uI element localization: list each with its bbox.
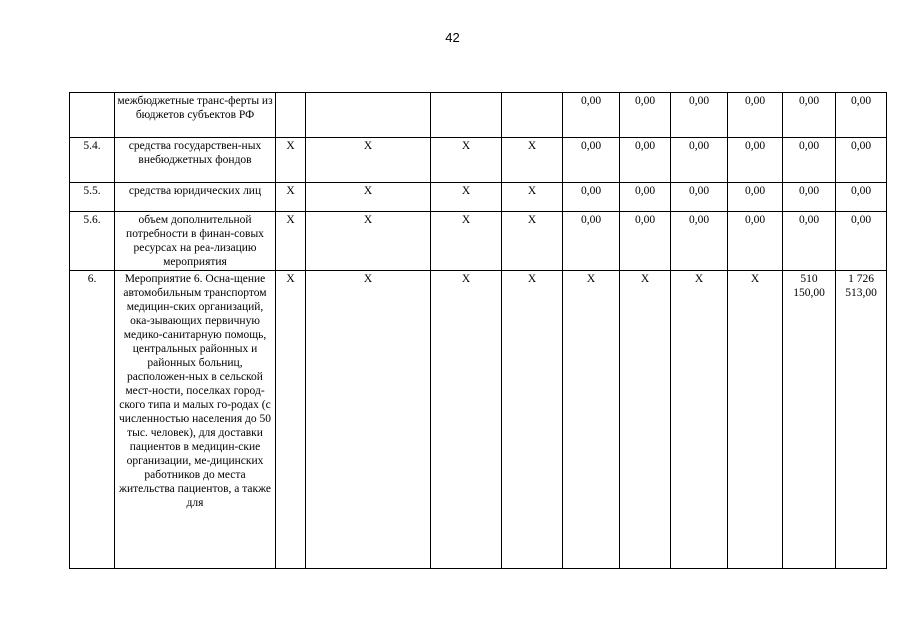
value-cell: Х	[306, 271, 431, 569]
value-cell: Х	[276, 138, 306, 183]
value-cell: 0,00	[563, 138, 620, 183]
value-cell: Х	[502, 212, 563, 271]
value-cell: 0,00	[671, 93, 728, 138]
row-number-cell: 5.4.	[70, 138, 115, 183]
value-cell: 0,00	[563, 93, 620, 138]
value-cell: 0,00	[671, 212, 728, 271]
value-cell: 0,00	[783, 138, 836, 183]
table-row	[70, 138, 887, 183]
value-cell: Х	[306, 138, 431, 183]
row-number-cell	[70, 93, 115, 138]
value-cell: Х	[502, 183, 563, 212]
value-cell: Х	[276, 212, 306, 271]
value-cell: Х	[728, 271, 783, 569]
value-cell: 0,00	[620, 212, 671, 271]
row-number-cell: 6.	[70, 271, 115, 569]
value-cell: 0,00	[783, 212, 836, 271]
row-name-cell: объем дополнительной потребности в финан-совых ресурсах на реа-лизацию мероприятия	[115, 212, 276, 271]
value-cell: Х	[620, 271, 671, 569]
value-cell: 0,00	[836, 183, 887, 212]
value-cell: 0,00	[783, 183, 836, 212]
value-cell: 0,00	[836, 212, 887, 271]
table-row	[70, 93, 887, 138]
value-cell: 0,00	[728, 138, 783, 183]
value-cell: Х	[431, 271, 502, 569]
value-cell: Х	[306, 183, 431, 212]
row-name-cell: средства государствен-ных внебюджетных фондов	[115, 138, 276, 183]
value-cell	[276, 93, 306, 138]
value-cell	[502, 93, 563, 138]
value-cell: Х	[431, 212, 502, 271]
value-cell: Х	[502, 138, 563, 183]
value-cell: Х	[563, 271, 620, 569]
page-number: 42	[445, 30, 460, 45]
value-cell: 0,00	[783, 93, 836, 138]
row-name-cell: Мероприятие 6. Осна-щение автомобильным транспортом медицин-ских организаций, ока-зывающих первичную медико-санитарную помощь, центральных районных и районных больниц, расположен-ных в сельской мест-ности, поселках город-ского типа и малых го-родах (с численностью населения до 50 тыс. человек), для доставки пациентов в медицин-ские организации, ме-дицинских работников до места жительства пациентов, а также для	[115, 271, 276, 569]
value-cell: Х	[276, 271, 306, 569]
value-cell: 0,00	[836, 138, 887, 183]
value-cell: 0,00	[728, 93, 783, 138]
value-cell	[431, 93, 502, 138]
row-number-cell: 5.5.	[70, 183, 115, 212]
budget-table-body	[70, 93, 887, 569]
value-cell: Х	[276, 183, 306, 212]
value-cell: 1 726 513,00	[836, 271, 887, 569]
value-cell: 0,00	[671, 138, 728, 183]
value-cell: 0,00	[728, 212, 783, 271]
table-row	[70, 271, 887, 569]
row-name-cell: средства юридических лиц	[115, 183, 276, 212]
row-number-cell: 5.6.	[70, 212, 115, 271]
value-cell: 0,00	[620, 183, 671, 212]
row-name-cell: межбюджетные транс-ферты из бюджетов субъектов РФ	[115, 93, 276, 138]
value-cell: Х	[502, 271, 563, 569]
value-cell: 0,00	[620, 93, 671, 138]
value-cell: Х	[431, 183, 502, 212]
table-row	[70, 183, 887, 212]
budget-table	[69, 92, 887, 569]
value-cell: 0,00	[563, 212, 620, 271]
value-cell: 0,00	[836, 93, 887, 138]
value-cell: 510 150,00	[783, 271, 836, 569]
value-cell: 0,00	[728, 183, 783, 212]
value-cell: 0,00	[563, 183, 620, 212]
value-cell: Х	[306, 212, 431, 271]
table-row	[70, 212, 887, 271]
value-cell: Х	[431, 138, 502, 183]
value-cell: 0,00	[620, 138, 671, 183]
value-cell: Х	[671, 271, 728, 569]
value-cell	[306, 93, 431, 138]
value-cell: 0,00	[671, 183, 728, 212]
